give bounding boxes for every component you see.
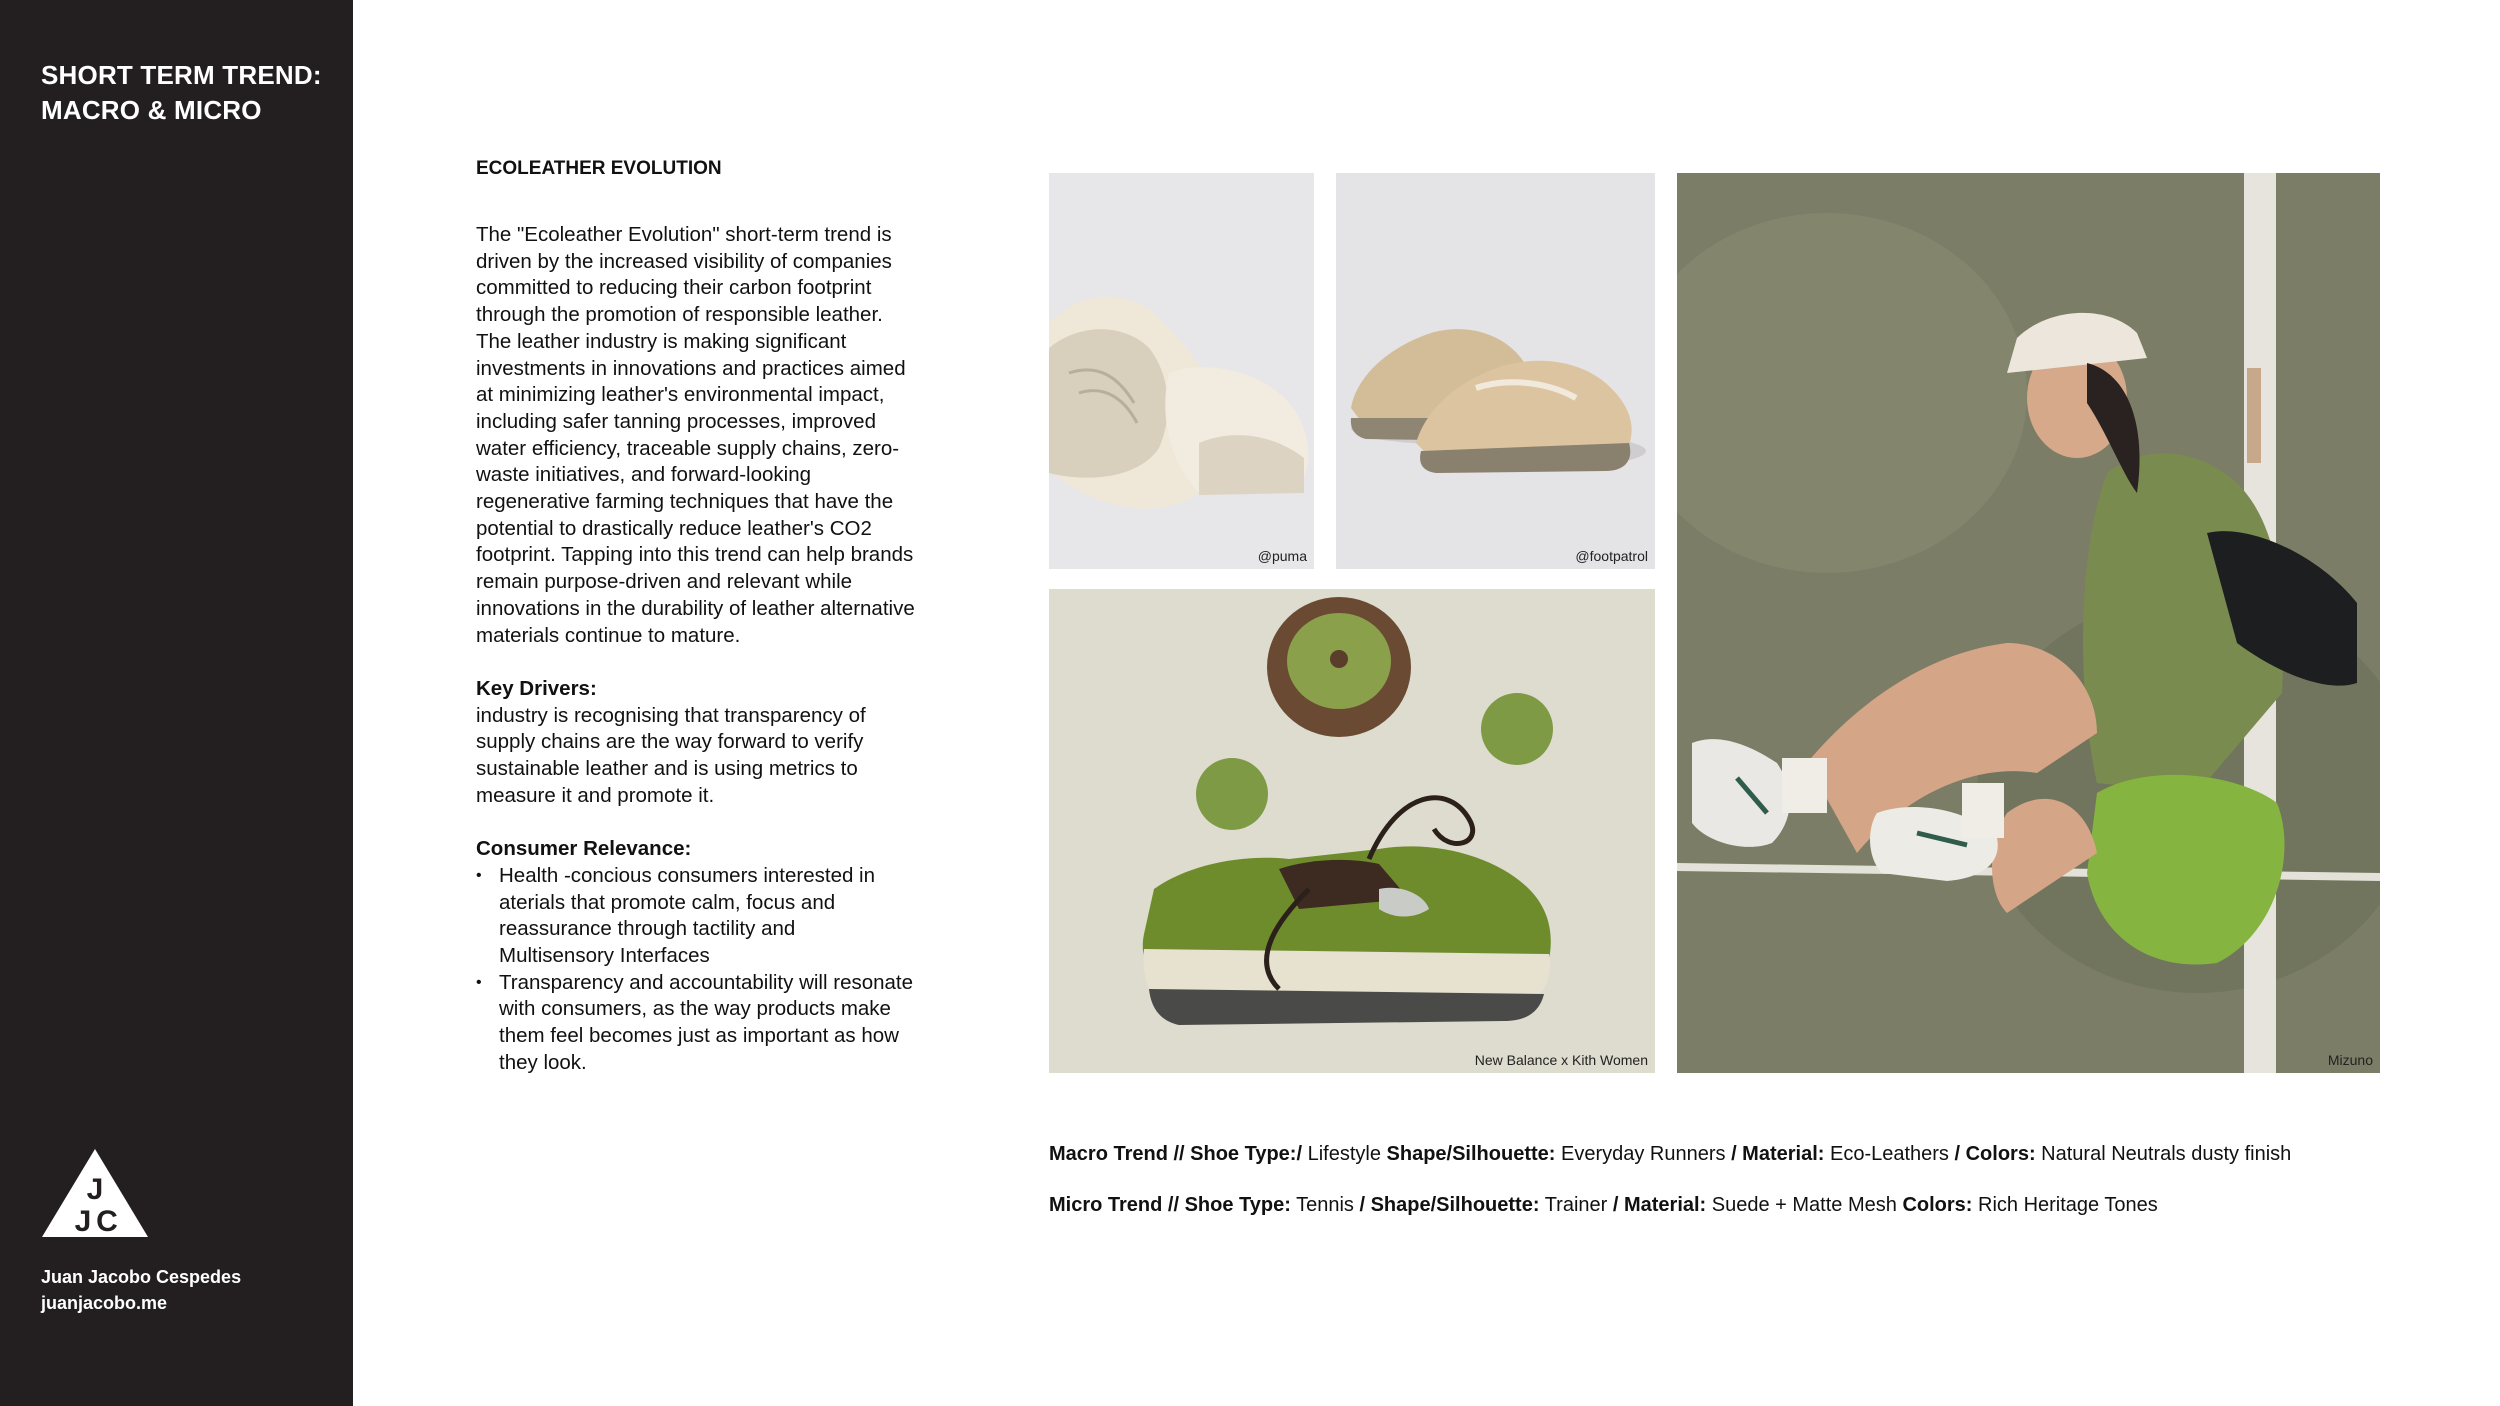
- micro-material-label: / Material:: [1612, 1194, 1707, 1216]
- micro-colors: Rich Heritage Tones: [1972, 1194, 2158, 1216]
- macro-material-label: / Material:: [1731, 1143, 1825, 1165]
- photo-credit-new-balance: New Balance x Kith Women: [1474, 1052, 1648, 1068]
- jjc-logo-icon: [40, 1147, 150, 1239]
- micro-shape: Trainer: [1539, 1194, 1613, 1216]
- micro-material: Suede + Matte Mesh: [1706, 1194, 1903, 1216]
- micro-shoe-type: Tennis: [1290, 1194, 1360, 1216]
- author-block: [41, 1264, 241, 1316]
- key-drivers-label: Key Drivers:: [476, 676, 597, 700]
- key-drivers-text: industry is recognising that transparency of supply chains are the way forward to verify sustainable leather and is using metrics to measure it and promote it.: [476, 703, 866, 807]
- macro-colors-label: / Colors:: [1954, 1143, 2036, 1165]
- section-body: [476, 222, 916, 1076]
- section-heading: ECOLEATHER EVOLUTION: [476, 158, 722, 179]
- macro-shape-label: Shape/Silhouette:: [1386, 1143, 1556, 1165]
- macro-shoe-type: Lifestyle: [1302, 1143, 1381, 1165]
- page-title: SHORT TERM TREND: MACRO & MICRO: [41, 60, 322, 125]
- macro-trend-label: Macro Trend // Shoe Type:/: [1049, 1143, 1303, 1165]
- photo-credit-puma: @puma: [1257, 548, 1307, 564]
- intro-paragraph: The "Ecoleather Evolution" short-term trend is driven by the increased visibility of companies committed to reducing their carbon footprint through the promotion of responsible leather. The leather industry is making significant investments in innovations and practices aimed at minimizing leather's environmental impact, including safer tanning processes, improved water efficiency, traceable supply chains, zero-waste initiatives, and forward-looking regenerative farming techniques that have the potential to drastically reduce leather's CO2 footprint. Tapping into this trend can help brands remain purpose-driven and relevant while innovations in the durability of leather alternative materials continue to mature.: [476, 223, 915, 647]
- micro-shape-label: / Shape/Silhouette:: [1359, 1194, 1540, 1216]
- macro-material: Eco-Leathers: [1824, 1143, 1955, 1165]
- consumer-relevance-list: [476, 863, 916, 1077]
- photo-credit-footpatrol: @footpatrol: [1575, 548, 1648, 564]
- author-website: juanjacobo.me: [41, 1293, 168, 1313]
- sidebar: [0, 0, 353, 1406]
- macro-colors: Natural Neutrals dusty finish: [2035, 1143, 2292, 1165]
- puma-sneaker-photo: [1049, 173, 1314, 569]
- macro-shape: Everyday Runners: [1555, 1143, 1732, 1165]
- list-item: • Health -concious consumers interested in aterials that promote calm, focus and reassurance through tactility and Multisensory Interfaces: [476, 863, 916, 970]
- footpatrol-sneaker-photo: [1336, 173, 1655, 569]
- section-header: [476, 158, 916, 180]
- photo-credit-mizuno: Mizuno: [2327, 1052, 2373, 1068]
- micro-trend-line: [1049, 1193, 2158, 1217]
- logo-letter-j1: J: [86, 1173, 104, 1206]
- macro-trend-line: [1049, 1142, 2291, 1166]
- logo-letter-c: C: [96, 1205, 118, 1238]
- list-item: • Transparency and accountability will resonate with consumers, as the way products make them feel becomes just as important as how they look.: [476, 970, 916, 1077]
- consumer-relevance-label: Consumer Relevance:: [476, 837, 692, 861]
- new-balance-kith-photo: [1049, 589, 1655, 1073]
- micro-colors-label: Colors:: [1902, 1194, 1973, 1216]
- author-name: Juan Jacobo Cespedes: [41, 1267, 242, 1287]
- mizuno-model-photo: [1677, 173, 2380, 1073]
- logo-letter-j2: J: [74, 1205, 92, 1238]
- micro-trend-label: Micro Trend // Shoe Type:: [1049, 1194, 1291, 1216]
